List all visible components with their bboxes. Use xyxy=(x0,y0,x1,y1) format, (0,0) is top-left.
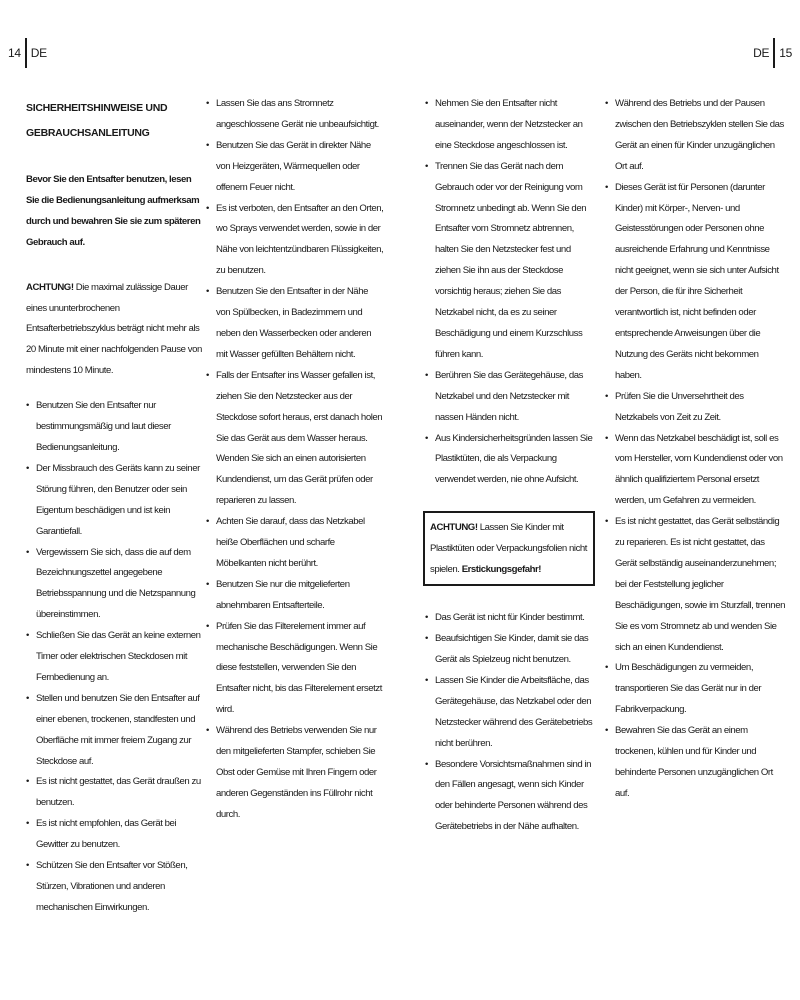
list-item: • Achten Sie darauf, dass das Netzkabel heiße Oberflächen und scharfe Möbelkanten nicht berührt. xyxy=(206,512,384,575)
column-4 xyxy=(605,94,785,805)
list-item: • Lassen Sie Kinder die Arbeitsfläche, das Gerätegehäuse, das Netzkabel oder den Netzstecker während des Gerätebetriebs nicht berühren. xyxy=(425,671,595,755)
list-item: • Dieses Gerät ist für Personen (darunter Kinder) mit Körper-, Nerven- und Geistesstörungen oder Personen ohne ausreichende Erfahrung und Kenntnisse nicht geeignet, wenn sie sich unter Aufsicht der Person, die für ihre Sicherheit verantwortlich ist, nicht befinden oder entsprechende Anweisungen über die Nutzung des Geräts nicht bekommen haben. xyxy=(605,178,785,387)
list-item: • Es ist nicht gestattet, das Gerät selbständig zu reparieren. Es ist nicht gestattet, das Gerät selbständig auseinanderzunehmen; bei der Feststellung jeglicher Beschädigungen, sowie im Sturzfall, trennen Sie es vom Stromnetz ab und wenden Sie sich an einen Kundendienst. xyxy=(605,512,785,658)
list-item: • Nehmen Sie den Entsafter nicht auseinander, wenn der Netzstecker an eine Steckdose angeschlossen ist. xyxy=(425,94,595,157)
list-item: • Es ist nicht gestattet, das Gerät draußen zu benutzen. xyxy=(26,772,202,814)
language-label-left: DE xyxy=(30,46,47,60)
list-item: • Das Gerät ist nicht für Kinder bestimmt. xyxy=(425,608,595,629)
list-item: • Vergewissern Sie sich, dass die auf dem Bezeichnungszettel angegebene Betriebsspannung und die Netzspannung übereinstimmen. xyxy=(26,543,202,627)
intro-paragraph: Bevor Sie den Entsafter benutzen, lesen Sie die Bedienungsanleitung aufmerksam durch und bewahren Sie sie zum späteren Gebrauch auf. xyxy=(26,174,201,248)
safety-list xyxy=(425,608,595,838)
column-3 xyxy=(425,94,595,838)
page-number-right xyxy=(753,38,792,68)
list-item: • Schützen Sie den Entsafter vor Stößen, Stürzen, Vibrationen und anderen mechanischen Einwirkungen. xyxy=(26,856,202,919)
list-item: • Lassen Sie das ans Stromnetz angeschlossene Gerät nie unbeaufsichtigt. xyxy=(206,94,384,136)
list-item: • Trennen Sie das Gerät nach dem Gebrauch oder vor der Reinigung vom Stromnetz unbedingt ab. Wenn Sie den Entsafter vom Stromnetz abtrennen, halten Sie den Netzstecker fest und ziehen Sie ihn aus der Steckdose vorsichtig heraus; ziehen Sie das Netzkabel nicht, da es zu seiner Beschädigung und einem Kurzschluss führen kann. xyxy=(425,157,595,366)
page-divider-left xyxy=(25,38,27,68)
list-item: • Benutzen Sie nur die mitgelieferten abnehmbaren Entsafterteile. xyxy=(206,575,384,617)
page-divider-right xyxy=(773,38,775,68)
section-title xyxy=(26,96,202,146)
list-item: • Wenn das Netzkabel beschädigt ist, soll es vom Hersteller, vom Kundendienst oder von ähnlich qualifiziertem Personal ersetzt werden, um Gefahren zu vermeiden. xyxy=(605,429,785,513)
list-item: • Benutzen Sie den Entsafter nur bestimmungsmäßig und laut dieser Bedienungsanleitung. xyxy=(26,396,202,459)
list-item: • Falls der Entsafter ins Wasser gefallen ist, ziehen Sie den Netzstecker aus der Steckdose sofort heraus, erst danach holen Sie das Gerät aus dem Wasser heraus. Wenden Sie sich an einen autorisierten Kundendienst, um das Gerät prüfen oder reparieren zu lassen. xyxy=(206,366,384,512)
safety-list xyxy=(425,94,595,491)
list-item: • Prüfen Sie das Filterelement immer auf mechanische Beschädigungen. Wenn Sie diese feststellen, verwenden Sie den Entsafter nicht, bis das Filterelement ersetzt wird. xyxy=(206,617,384,722)
warning-text: Die maximal zulässige Dauer eines ununterbrochenen Entsafterbetriebszyklus beträgt nicht mehr als 20 Minute mit einer nachfolgenden Pause von mindestens 10 Minute. xyxy=(26,281,202,377)
list-item: • Aus Kindersicherheitsgründen lassen Sie Plastiktüten, die als Verpackung verwendet werden, nie ohne Aufsicht. xyxy=(425,429,595,492)
list-item: • Benutzen Sie das Gerät in direkter Nähe von Heizgeräten, Wärmequellen oder offenem Feuer nicht. xyxy=(206,136,384,199)
list-item: • Es ist verboten, den Entsafter an den Orten, wo Sprays verwendet werden, sowie in der Nähe von leichtentzündbaren Flüssigkeiten, zu benutzen. xyxy=(206,199,384,283)
warning-box-text: Lassen Sie Kinder mit Plastiktüten oder Verpackungsfolien nicht spielen. xyxy=(430,522,588,576)
section-title-line-2: GEBRAUCHSANLEITUNG xyxy=(26,127,150,139)
warning-box-label: ACHTUNG! xyxy=(430,522,478,534)
safety-list xyxy=(605,94,785,805)
list-item: • Schließen Sie das Gerät an keine externen Timer oder elektrischen Steckdosen mit Fernbedienung an. xyxy=(26,626,202,689)
list-item: • Berühren Sie das Gerätegehäuse, das Netzkabel und den Netzstecker mit nassen Händen nicht. xyxy=(425,366,595,429)
list-item: • Um Beschädigungen zu vermeiden, transportieren Sie das Gerät nur in der Fabrikverpackung. xyxy=(605,658,785,721)
list-item: • Besondere Vorsichtsmaßnahmen sind in den Fällen angesagt, wenn sich Kinder oder behinderte Personen während des Gerätebetriebs in der Nähe aufhalten. xyxy=(425,755,595,839)
list-item: • Während des Betriebs verwenden Sie nur den mitgelieferten Stampfer, schieben Sie Obst oder Gemüse mit Ihren Fingern oder anderen Gegenständen ins Füllrohr nicht durch. xyxy=(206,721,384,826)
list-item: • Der Missbrauch des Geräts kann zu seiner Störung führen, den Benutzer oder sein Eigentum beschädigen und ist kein Garantiefall. xyxy=(26,459,202,543)
safety-list xyxy=(206,94,384,826)
language-label-right: DE xyxy=(753,46,770,60)
page-number-left xyxy=(8,38,47,68)
list-item: • Stellen und benutzen Sie den Entsafter auf einer ebenen, trockenen, standfesten und Oberfläche mit immer freiem Zugang zur Steckdose auf. xyxy=(26,689,202,773)
column-1 xyxy=(26,94,202,919)
list-item: • Prüfen Sie die Unversehrtheit des Netzkabels von Zeit zu Zeit. xyxy=(605,387,785,429)
list-item: • Es ist nicht empfohlen, das Gerät bei Gewitter zu benutzen. xyxy=(26,814,202,856)
section-title-line-1: SICHERHEITSHINWEISE UND xyxy=(26,102,168,114)
warning-label: ACHTUNG! xyxy=(26,281,74,293)
list-item: • Beaufsichtigen Sie Kinder, damit sie das Gerät als Spielzeug nicht benutzen. xyxy=(425,629,595,671)
warning-paragraph xyxy=(26,278,202,383)
warning-box-emphasis: Erstickungsgefahr! xyxy=(461,564,542,576)
page-number-left-value: 14 xyxy=(8,46,21,60)
column-2 xyxy=(206,94,384,826)
list-item: • Benutzen Sie den Entsafter in der Nähe von Spülbecken, in Badezimmern und neben den Wasserbecken oder anderen mit Wasser gefüllten Behältern nicht. xyxy=(206,282,384,366)
warning-box xyxy=(423,511,595,586)
list-item: • Bewahren Sie das Gerät an einem trockenen, kühlen und für Kinder und behinderte Personen unzugänglichen Ort auf. xyxy=(605,721,785,805)
list-item: • Während des Betriebs und der Pausen zwischen den Betriebszyklen stellen Sie das Gerät an einen für Kinder unzugänglichen Ort auf. xyxy=(605,94,785,178)
page-number-right-value: 15 xyxy=(779,46,792,60)
safety-list xyxy=(26,396,202,919)
